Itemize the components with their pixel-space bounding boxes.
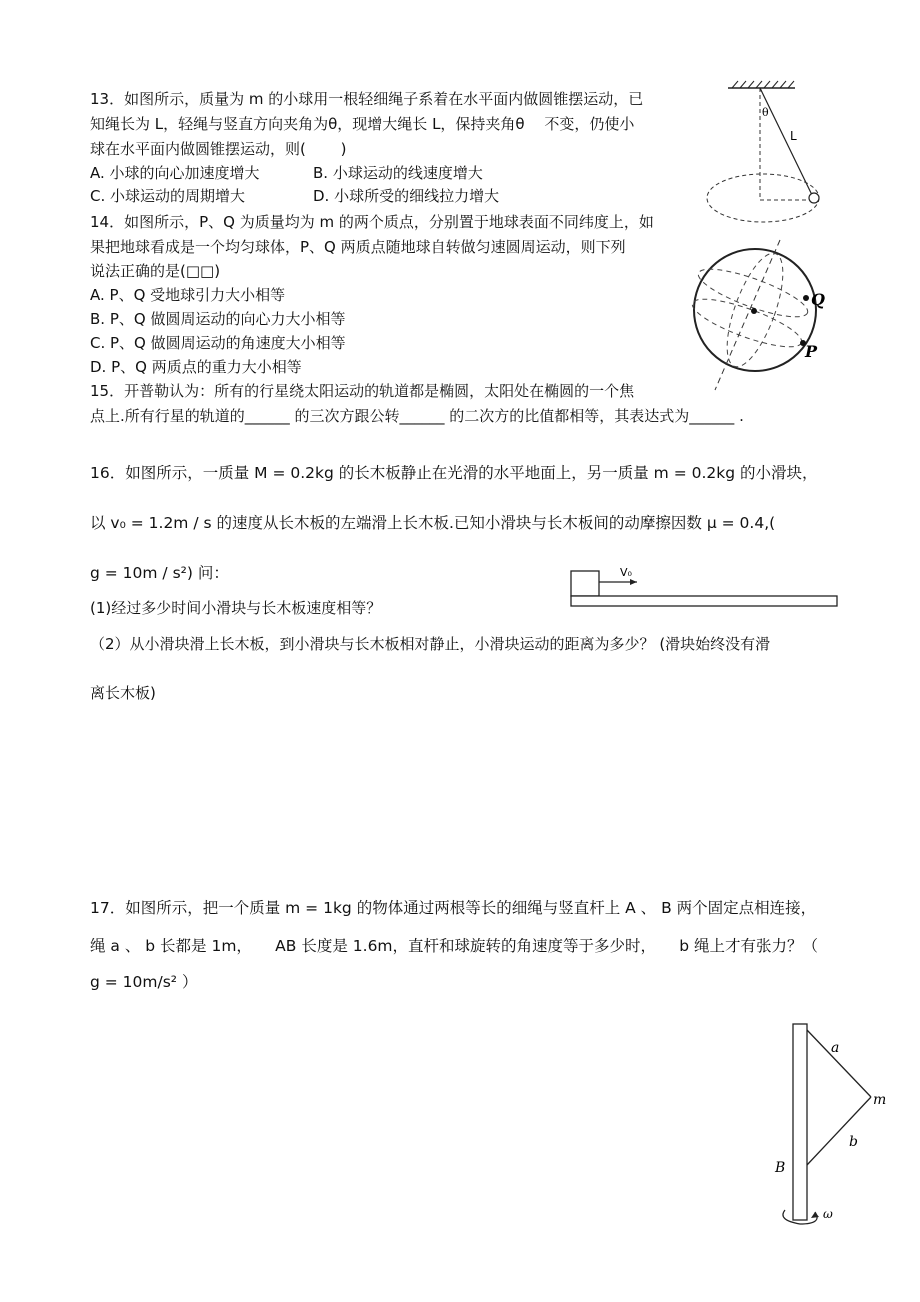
q13-option-d: D. 小球所受的细线拉力增大 [313,187,500,205]
mass-m-label: m [873,1092,887,1108]
q16-line1: 16．如图所示，一质量 M = 0.2kg 的长木板静止在光滑的水平地面上，另一质量 m = 0.2kg 的小滑块， [90,464,818,482]
q14-option-a: A. P、Q 受地球引力大小相等 [90,286,286,304]
q13-line1: 13．如图所示，质量为 m 的小球用一根轻细绳子系着在水平面内做圆锥摆运动，已 [90,90,644,108]
q14-line2: 果把地球看成是一个均匀球体，P、Q 两质点随地球自转做匀速圆周运动，则下列 [90,238,626,256]
q14-line1: 14．如图所示，P、Q 为质量均为 m 的两个质点，分别置于地球表面不同纬度上，如 [90,213,654,231]
q16-line2: 以 v₀ = 1.2m / s 的速度从长木板的左端滑上长木板.已知小滑块与长木板间的动摩擦因数 μ = 0.4,( [90,514,776,532]
q16-line3: g = 10m / s²) 问： [90,564,229,582]
q17-line1: 17．如图所示，把一个质量 m = 1kg 的物体通过两根等长的细绳与竖直杆上 A 、 B 两个固定点相连接， [90,899,817,917]
q16-sub1: (1)经过多少时间小滑块与长木板速度相等？ [90,599,382,617]
block-on-board-figure [565,560,845,615]
q13-option-b: B. 小球运动的线速度增大 [313,164,483,182]
q13-line3: 球在水平面内做圆锥摆运动，则( ) [90,140,347,158]
rope-b-label: b [849,1134,858,1150]
q14-option-b: B. P、Q 做圆周运动的向心力大小相等 [90,310,346,328]
v0-label: V₀ [620,566,632,579]
q14-option-c: C. P、Q 做圆周运动的角速度大小相等 [90,334,346,352]
conical-pendulum-figure [700,78,875,243]
q17-line3: g = 10m/s² ） [90,973,198,991]
q14-option-d: D. P、Q 两质点的重力大小相等 [90,358,302,376]
earth-figure [685,235,835,395]
rotating-rod-figure [765,1020,895,1235]
q16-sub2-continued: 离长木板) [90,684,156,702]
q17-line2: 绳 a 、 b 长都是 1m， AB 长度是 1.6m，直杆和球旋转的角速度等于多少时， b 绳上才有张力？（ [90,937,819,955]
rope-a-label: a [831,1040,840,1056]
length-label: L [790,129,797,143]
q13-line2: 知绳长为 L，轻绳与竖直方向夹角为θ，现增大绳长 L，保持夹角θ 不变，仍使小 [90,115,635,133]
theta-label: θ [762,106,769,119]
q13-option-a: A. 小球的向心加速度增大 [90,164,260,182]
q13-option-c: C. 小球运动的周期增大 [90,187,246,205]
point-b-label: B [775,1160,786,1176]
q15-line1: 15．开普勒认为：所有的行星绕太阳运动的轨道都是椭圆，太阳处在椭圆的一个焦 [90,382,635,400]
q16-sub2: （2）从小滑块滑上长木板，到小滑块与长木板相对静止，小滑块运动的距离为多少？ (滑块始终没有滑 [90,635,771,653]
point-p-label: P [805,342,818,361]
point-q-label: Q [811,290,825,309]
omega-label: ω [823,1207,833,1221]
q14-line3: 说法正确的是(□□) [90,262,221,280]
q15-line2: 点上.所有行星的轨道的______ 的三次方跟公转______ 的二次方的比值都相等，其表达式为______ . [90,407,744,425]
